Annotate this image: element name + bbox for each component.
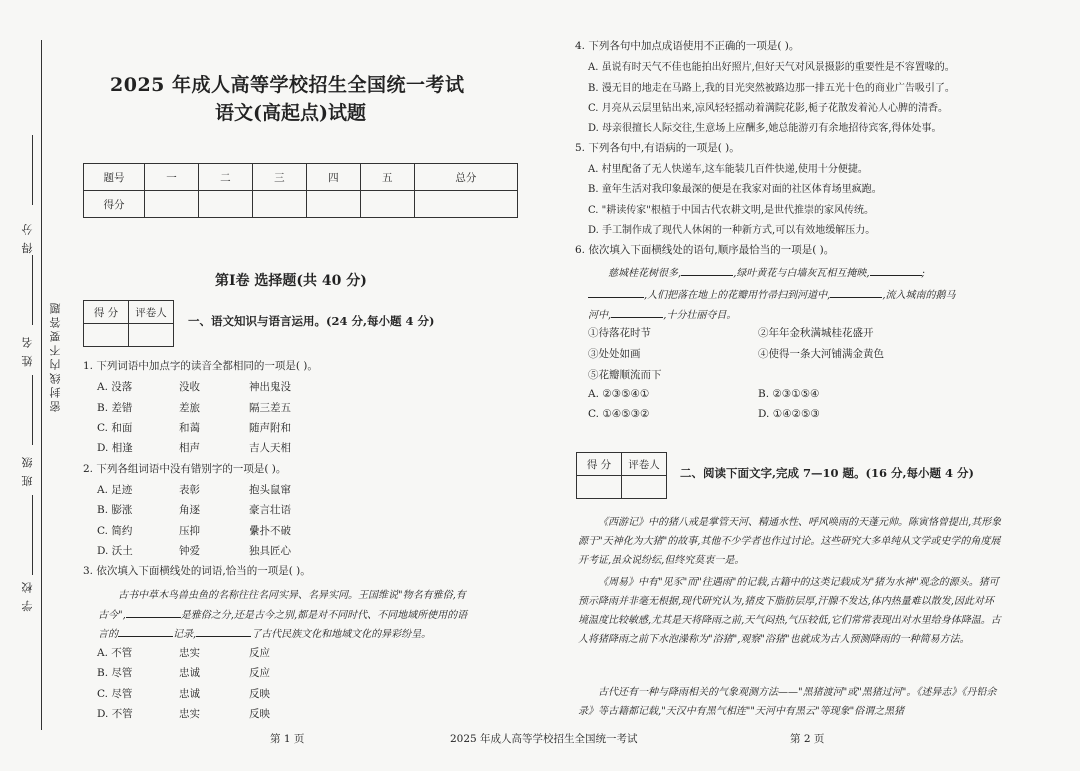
class-blank-line: [32, 375, 33, 445]
q3-option-d[interactable]: D. 不管 忠实 反映: [97, 708, 270, 720]
binding-name-label: 姓 名: [21, 335, 34, 367]
reading-paragraph-1: 《西游记》中的猪八戒是掌管天河、精通水性、呼风唤雨的天蓬元帅。陈寅恪曾提出,其形象源于"天神化为大猪"的故事,其他不少学者也作过讨论。这些研究大多单纯从文学或史学的角度展开考证,虽众说纷纭,但终究莫衷一是。: [578, 517, 1002, 566]
reviewer-box-label: 评卷人: [129, 301, 174, 324]
q6-item-4: ④使得一条大河铺满金黄色: [758, 348, 884, 360]
footer-exam-name: 2025 年成人高等学校招生全国统一考试: [450, 733, 638, 745]
binding-no-answer-note: 密封线内不要答题: [49, 300, 62, 412]
q6-passage-line1: 慈城桂花树很多, ,绿叶黄花与白墙灰瓦相互掩映, ;: [608, 264, 925, 279]
reading-paragraph-2: 《周易》中有"见豕"而"往遇雨"的记载,古籍中的这类记载成为"猪为水神"观念的源头。猪可预示降雨并非毫无根据,现代研究认为,猪皮下脂肪层厚,汗腺不发达,体内热量难以散发,因此对环境温度比较敏感,尤其是天将降雨之前,天气闷热,气压较低,它们常常表现出对水里给身体降温。古人将猪降雨之前下水泡澡称为"浴猪",观察"浴猪"也就成为古人预测降雨的一种简易方法。: [578, 577, 1001, 645]
q1-option-c[interactable]: C. 和面 和蔼 随声附和: [97, 422, 291, 434]
score-box-label: 得 分: [577, 453, 622, 476]
score-table: [83, 163, 518, 218]
score-box-cell[interactable]: [84, 324, 129, 347]
footer-page-1: 第 1 页: [270, 733, 305, 745]
score-table-header: 题号: [84, 164, 145, 191]
score-table-header: 四: [306, 164, 360, 191]
q4-option-a[interactable]: A. 虽说有时天气不佳也能拍出好照片,但好天气对风景摄影的重要性是不容置喙的。: [588, 62, 955, 73]
q3-option-b[interactable]: B. 尽管 忠诚 反应: [97, 667, 270, 679]
score-cell[interactable]: [306, 191, 360, 218]
q3-passage-line2: 古今", 是雅俗之分,还是古今之别,都是对不同时代、不同地域所使用的语: [98, 606, 467, 621]
q6-item-2: ②年年金秋满城桂花盛开: [758, 327, 874, 339]
q4-option-c[interactable]: C. 月亮从云层里钻出来,凉风轻轻摇动着满院花影,栀子花散发着沁人心脾的清香。: [588, 103, 949, 114]
exam-subtitle: 语文(高起点)试题: [215, 102, 366, 124]
score-blank-line: [32, 135, 33, 205]
q6-option-d[interactable]: D. ①④②⑤③: [758, 408, 820, 420]
q5-option-d[interactable]: D. 手工制作成了现代人休闲的一种新方式,可以有效地缓解压力。: [588, 225, 876, 236]
q3-stem: 3. 依次填入下面横线处的词语,恰当的一项是( )。: [83, 565, 311, 577]
score-box-label: 得 分: [84, 301, 129, 324]
reviewer-box-label: 评卷人: [622, 453, 667, 476]
score-cell[interactable]: [198, 191, 252, 218]
q4-option-b[interactable]: B. 漫无目的地走在马路上,我的目光突然被路边那一排五光十色的商业广告吸引了。: [588, 83, 955, 94]
score-table-header: 三: [252, 164, 306, 191]
binding-score-label: 得 分: [21, 222, 34, 254]
score-cell[interactable]: [360, 191, 414, 218]
exam-title: 2025 年成人高等学校招生全国统一考试: [110, 74, 465, 96]
q1-option-a[interactable]: A. 没落 没收 神出鬼没: [97, 381, 291, 393]
q1-option-b[interactable]: B. 差错 差旅 隔三差五: [97, 402, 291, 414]
q5-option-a[interactable]: A. 村里配备了无人快递车,这车能装几百件快递,使用十分便捷。: [588, 164, 868, 175]
q2-option-d[interactable]: D. 沃土 钟爱 独具匠心: [97, 545, 291, 557]
q1-stem: 1. 下列词语中加点字的读音全都相同的一项是( )。: [83, 360, 318, 372]
q6-item-5: ⑤花瓣顺流而下: [588, 369, 662, 381]
q6-option-c[interactable]: C. ①④⑤③②: [588, 408, 650, 420]
score-table-header: 二: [198, 164, 252, 191]
part1-section-title: 一、语文知识与语言运用。(24 分,每小题 4 分): [188, 314, 435, 328]
q6-item-1: ①待落花时节: [588, 327, 651, 339]
score-table-header: 五: [360, 164, 414, 191]
score-cell[interactable]: [145, 191, 199, 218]
score-table-header: 总分: [414, 164, 517, 191]
score-row-label: 得分: [84, 191, 145, 218]
q5-stem: 5. 下列各句中,有语病的一项是( )。: [575, 142, 740, 154]
reading-paragraph-3: 古代还有一种与降雨相关的气象观测方法——"黑猪渡河"或"黑猪过河"。《述异志》《丹铅余录》等古籍都记载,"天汉中有黑气相连""天河中有黑云"等现象"俗谓之黑猪: [578, 687, 997, 717]
binding-school-label: 学 校: [21, 580, 34, 612]
reviewer-box-cell[interactable]: [129, 324, 174, 347]
q3-option-c[interactable]: C. 尽管 忠诚 反映: [97, 688, 270, 700]
score-table-header: 一: [145, 164, 199, 191]
q2-option-b[interactable]: B. 膨涨 角逐 豪言壮语: [97, 504, 291, 516]
q2-stem: 2. 下列各组词语中没有错别字的一项是( )。: [83, 463, 287, 475]
q1-option-d[interactable]: D. 相逢 相声 吉人天相: [97, 442, 291, 454]
q6-option-b[interactable]: B. ②③①⑤④: [758, 388, 820, 400]
q6-passage-line2: ,人们把落在地上的花瓣用竹帚扫到河道中, ,流入城南的鹅马: [588, 286, 956, 301]
seal-line: [41, 40, 42, 730]
q6-item-3: ③处处如画: [588, 348, 641, 360]
q2-option-c[interactable]: C. 简约 压抑 纍扑不破: [97, 525, 291, 537]
q2-option-a[interactable]: A. 足迹 表彰 抱头鼠窜: [97, 484, 291, 496]
score-cell[interactable]: [414, 191, 517, 218]
score-box-cell[interactable]: [577, 476, 622, 499]
part1-score-box: [83, 300, 174, 347]
part2-section-title: 二、阅读下面文字,完成 7—10 题。(16 分,每小题 4 分): [680, 466, 974, 480]
q6-passage-line3: 河中, ,十分壮丽夺目。: [588, 306, 736, 321]
q4-stem: 4. 下列各句中加点成语使用不正确的一项是( )。: [575, 40, 800, 52]
part2-score-box: [576, 452, 667, 499]
q5-option-b[interactable]: B. 童年生活对我印象最深的便是在我家对面的社区体育场里疯跑。: [588, 184, 882, 195]
name-blank-line: [32, 255, 33, 325]
q4-option-d[interactable]: D. 母亲很擅长人际交往,生意场上应酬多,她总能游刃有余地招待宾客,得体处事。: [588, 123, 942, 134]
binding-class-label: 班 级: [21, 455, 34, 487]
footer-page-2: 第 2 页: [790, 733, 825, 745]
q3-passage-line1: 古书中草木鸟兽虫鱼的名称往往名同实异、名异实同。王国维说"物名有雅俗,有: [118, 590, 466, 601]
q3-option-a[interactable]: A. 不管 忠实 反应: [97, 647, 270, 659]
q6-stem: 6. 依次填入下面横线处的语句,顺序最恰当的一项是( )。: [575, 244, 835, 256]
q6-option-a[interactable]: A. ②③⑤④①: [588, 388, 650, 400]
q5-option-c[interactable]: C. "耕读传家"根植于中国古代农耕文明,是世代推崇的家风传统。: [588, 205, 875, 216]
score-cell[interactable]: [252, 191, 306, 218]
school-blank-line: [32, 495, 33, 575]
part1-heading: 第Ⅰ卷 选择题(共 40 分): [215, 273, 367, 289]
q3-passage-line3: 言的 记录, 了古代民族文化和地域文化的异彩纷呈。: [98, 625, 431, 640]
reviewer-box-cell[interactable]: [622, 476, 667, 499]
